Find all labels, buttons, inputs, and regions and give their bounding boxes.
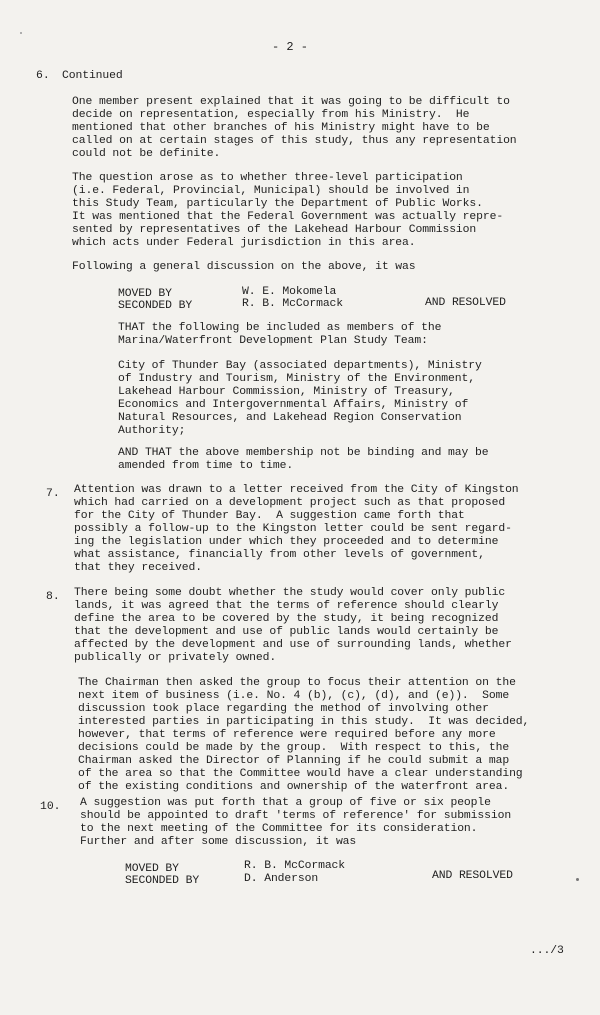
text-line: AND THAT the above membership not be binding and may be bbox=[118, 447, 489, 459]
scan-speck bbox=[20, 32, 22, 34]
text-line: next item of business (i.e. No. 4 (b), (c), (d), and (e)). Some bbox=[78, 690, 510, 702]
resolution-binding-clause bbox=[118, 447, 488, 473]
section-10-paragraph bbox=[80, 797, 511, 849]
text-line: to the next meeting of the Committee for its consideration. bbox=[80, 823, 478, 835]
section-7-paragraph bbox=[74, 484, 519, 575]
text-line: One member present explained that it was going to be difficult to bbox=[72, 96, 510, 108]
text-line: decide on representation, especially from his Ministry. He bbox=[72, 109, 470, 121]
text-line: of the area so that the Committee would have a clear understanding bbox=[78, 768, 523, 780]
moved-by-label-2: MOVED BY bbox=[125, 863, 179, 875]
text-line: possibly a follow-up to the Kingston letter could be sent regard- bbox=[74, 523, 512, 535]
resolution-members-intro bbox=[118, 322, 441, 348]
text-line: amended from time to time. bbox=[118, 460, 294, 472]
section-6-number: 6. bbox=[36, 70, 50, 82]
text-line: The Chairman then asked the group to focus their attention on the bbox=[78, 677, 516, 689]
text-line: City of Thunder Bay (associated departments), Ministry bbox=[118, 360, 482, 372]
text-line: of Industry and Tourism, Ministry of the Environment, bbox=[118, 373, 475, 385]
text-line: should be appointed to draft 'terms of reference' for submission bbox=[80, 810, 512, 822]
text-line: THAT the following be included as members of the bbox=[118, 322, 442, 334]
text-line: It was mentioned that the Federal Government was actually repre- bbox=[72, 211, 504, 223]
section-7-number: 7. bbox=[46, 488, 60, 500]
text-line: which acts under Federal jurisdiction in this area. bbox=[72, 237, 416, 249]
text-line: Further and after some discussion, it was bbox=[80, 836, 357, 848]
text-line: Attention was drawn to a letter received from the City of Kingston bbox=[74, 484, 519, 496]
moved-by-label: MOVED BY bbox=[118, 288, 172, 300]
seconded-by-name: R. B. McCormack bbox=[242, 298, 344, 310]
text-line: ing the legislation under which they proceeded and to determine bbox=[74, 536, 499, 548]
section-8-paragraph bbox=[74, 587, 512, 665]
text-line: decisions could be made by the group. With respect to this, the bbox=[78, 742, 510, 754]
text-line: Natural Resources, and Lakehead Region Conservation bbox=[118, 412, 462, 424]
resolution-members-list bbox=[118, 360, 482, 438]
text-line: that they received. bbox=[74, 562, 202, 574]
text-line: The question arose as to whether three-level participation bbox=[72, 172, 463, 184]
seconded-by-name-2: D. Anderson bbox=[244, 873, 319, 885]
text-line: Lakehead Harbour Commission, Ministry of Treasury, bbox=[118, 386, 455, 398]
seconded-by-label-2: SECONDED BY bbox=[125, 875, 200, 887]
text-line: which had carried on a development project such as that proposed bbox=[74, 497, 506, 509]
text-line: Economics and Intergovernmental Affairs, Ministry of bbox=[118, 399, 469, 411]
text-line: There being some doubt whether the study would cover only public bbox=[74, 587, 506, 599]
section-6-paragraph-1 bbox=[72, 96, 517, 161]
chairman-paragraph bbox=[78, 677, 529, 794]
section-8-number: 8. bbox=[46, 591, 60, 603]
text-line: Marina/Waterfront Development Plan Study Team: bbox=[118, 335, 428, 347]
text-line: (i.e. Federal, Provincial, Municipal) should be involved in bbox=[72, 185, 470, 197]
moved-by-name: W. E. Mokomela bbox=[242, 286, 337, 298]
text-line: could not be definite. bbox=[72, 148, 221, 160]
text-line: called on at certain stages of this study, thus any representation bbox=[72, 135, 517, 147]
text-line: this Study Team, particularly the Department of Public Works. bbox=[72, 198, 483, 210]
text-line: mentioned that other branches of his Ministry might have to be bbox=[72, 122, 490, 134]
text-line: affected by the development and use of surrounding lands, whether bbox=[74, 639, 512, 651]
section-6-paragraph-3: Following a general discussion on the above, it was bbox=[72, 261, 416, 273]
text-line: discussion took place regarding the method of involving other bbox=[78, 703, 489, 715]
section-10-number: 10. bbox=[40, 801, 61, 813]
resolved-label: AND RESOLVED bbox=[425, 297, 506, 309]
moved-by-name-2: R. B. McCormack bbox=[244, 860, 346, 872]
page-number: - 2 - bbox=[271, 40, 308, 54]
text-line: Chairman asked the Director of Planning if he could submit a map bbox=[78, 755, 510, 767]
text-line: of the existing conditions and ownership of the waterfront area. bbox=[78, 781, 510, 793]
text-line: for the City of Thunder Bay. A suggestion came forth that bbox=[74, 510, 465, 522]
text-line: publically or privately owned. bbox=[74, 652, 277, 664]
text-line: that the development and use of public lands would certainly be bbox=[74, 626, 499, 638]
section-6-paragraph-2 bbox=[72, 172, 503, 250]
continuation-marker: .../3 bbox=[530, 945, 564, 957]
text-line: sented by representatives of the Lakehead Harbour Commission bbox=[72, 224, 477, 236]
text-line: however, that terms of reference were required before any more bbox=[78, 729, 496, 741]
section-6-heading: Continued bbox=[62, 70, 123, 82]
text-line: define the area to be covered by the study, it being recognized bbox=[74, 613, 499, 625]
seconded-by-label: SECONDED BY bbox=[118, 300, 193, 312]
resolved-label-2: AND RESOLVED bbox=[432, 870, 513, 882]
scan-speck bbox=[576, 878, 579, 881]
text-line: interested parties in participating in this study. It was decided, bbox=[78, 716, 530, 728]
text-line: Authority; bbox=[118, 425, 186, 437]
text-line: A suggestion was put forth that a group of five or six people bbox=[80, 797, 491, 809]
text-line: lands, it was agreed that the terms of reference should clearly bbox=[74, 600, 499, 612]
text-line: what assistance, financially from other levels of government, bbox=[74, 549, 485, 561]
